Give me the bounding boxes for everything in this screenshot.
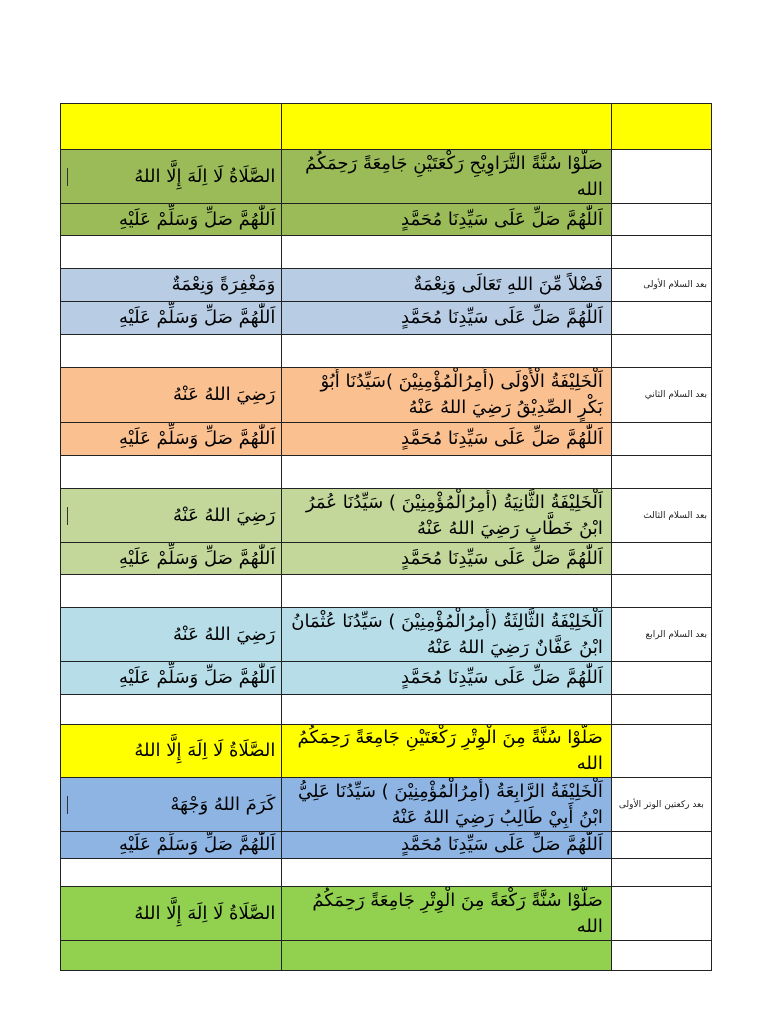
note-cell: [611, 662, 711, 695]
response-cell: [61, 941, 282, 971]
call-cell: اَللّٰهُمَّ صَلِّ عَلَى سَيِّدِنَا مُحَمَّدٍ: [282, 423, 612, 456]
table-row: [61, 887, 712, 941]
response-cell: رَضِيَ اللهُ عَنْهُ: [61, 489, 282, 543]
spacer-row: [61, 456, 712, 489]
spacer-row: [61, 335, 712, 368]
table-row: [61, 302, 712, 335]
response-cell: اَللّٰهُمَّ صَلِّ وَسَلِّمْ عَلَيْهِ: [61, 204, 282, 236]
call-cell: اَللّٰهُمَّ صَلِّ عَلَى سَيِّدِنَا مُحَمَّدٍ: [282, 204, 612, 236]
call-cell: اَلْخَلِيْفَةُ الرَّابِعَةُ (أَمِرُالْمُؤْمِنِيْنَ ) سَيِّدُنَا عَلِيُّ ابْنُ أَبِيْ طَالِبُ رَضِيَ اللهُ عَنْهُ: [282, 778, 612, 832]
note-cell: [611, 104, 711, 150]
response-cell: الصَّلَاةُ لَا اِلَهَ إِلَّا اللهُ: [61, 887, 282, 941]
call-cell: اَللّٰهُمَّ صَلِّ عَلَى سَيِّدِنَا مُحَمَّدٍ: [282, 302, 612, 335]
dhikr-table: [60, 103, 712, 971]
call-cell: [282, 104, 612, 150]
cursor-bar: [67, 796, 68, 814]
table-row: [61, 832, 712, 859]
table-row: [61, 423, 712, 456]
table-row: [61, 543, 712, 575]
response-cell: الصَّلَاةُ لَا اِلَهَ إِلَّا اللهُ: [61, 725, 282, 778]
spacer-row: [61, 575, 712, 608]
table-row: [61, 104, 712, 150]
response-cell: اَللّٰهُمَّ صَلِّ وَسَلِّمْ عَلَيْهِ: [61, 302, 282, 335]
note-cell: [611, 543, 711, 575]
call-cell: اَلْخَلِيْفَةُ الثَّانِيَةُ (أَمِرُالْمُؤْمِنِيْنَ ) سَيِّدُنَا عُمَرُ ابْنُ خَطَّابٍ رَضِيَ اللهُ عَنْهُ: [282, 489, 612, 543]
call-cell: اَللّٰهُمَّ صَلِّ عَلَى سَيِّدِنَا مُحَمَّدٍ: [282, 662, 612, 695]
call-cell: صَلُّوْا سُنَّةً مِنَ الْوِتْرِ رَكْعَتَيْنِ جَامِعَةً رَحِمَكُمُ الله: [282, 725, 612, 778]
call-cell: اَللّٰهُمَّ صَلِّ عَلَى سَيِّدِنَا مُحَمَّدٍ: [282, 832, 612, 859]
note-cell: بعد السلام الثالث: [611, 489, 711, 543]
spacer-row: [61, 695, 712, 725]
note-cell: بعد السلام الثاني: [611, 368, 711, 423]
table-row: [61, 941, 712, 971]
table-row: [61, 368, 712, 423]
note-cell: [611, 150, 711, 204]
table-row: [61, 269, 712, 302]
table-row: [61, 204, 712, 236]
note-cell: [611, 423, 711, 456]
table-row: [61, 150, 712, 204]
call-cell: اَللّٰهُمَّ صَلِّ عَلَى سَيِّدِنَا مُحَمَّدٍ: [282, 543, 612, 575]
call-cell: اَلْخَلِيْفَةُ الثَّالِثَةُ (أَمِرُالْمُؤْمِنِيْنَ ) سَيِّدُنَا عُثْمَانُ ابْنُ عَفَّانٌ رَضِيَ اللهُ عَنْهُ: [282, 608, 612, 662]
table-row: [61, 725, 712, 778]
call-cell: صَلُّوْا سُنَّةً رَكْعَةً مِنَ الْوِتْرِ جَامِعَةً رَحِمَكُمُ الله: [282, 887, 612, 941]
call-cell: صَلُّوْا سُنَّةً التَّرَاوِيْحِ رَكْعَتَيْنِ جَامِعَةً رَحِمَكُمُ الله: [282, 150, 612, 204]
note-cell: بعد السلام الأولى: [611, 269, 711, 302]
table-row: [61, 489, 712, 543]
cursor-bar: [67, 507, 68, 525]
response-cell: رَضِيَ اللهُ عَنْهُ: [61, 368, 282, 423]
response-cell: وَمَغْفِرَةً وَنِعْمَةٌ: [61, 269, 282, 302]
call-cell: [282, 941, 612, 971]
note-cell: [611, 302, 711, 335]
spacer-row: [61, 236, 712, 269]
note-cell: بعد ركعتين الوتر الأولى: [611, 778, 711, 832]
note-cell: بعد السلام الرابع: [611, 608, 711, 662]
note-cell: [611, 204, 711, 236]
note-cell: [611, 832, 711, 859]
call-cell: فَضْلاً مِّنَ اللهِ تَعَالَى وَنِعْمَةٌ: [282, 269, 612, 302]
response-cell: الصَّلَاةُ لَا اِلَهَ إِلَّا اللهُ: [61, 150, 282, 204]
call-cell: اَلْخَلِيْفَةُ الْأُوْلَى (أَمِرُالْمُؤْمِنِيْنَ )سَيِّدُنَا أَبُوْ بَكْرٍ الصِّدِيْقُ رَضِيَ اللهُ عَنْهُ: [282, 368, 612, 423]
note-cell: [611, 941, 711, 971]
response-cell: اَللّٰهُمَّ صَلِّ وَسَلِّمْ عَلَيْهِ: [61, 423, 282, 456]
note-cell: [611, 887, 711, 941]
spacer-row: [61, 859, 712, 887]
response-cell: اَللّٰهُمَّ صَلِّ وَسَلِّمْ عَلَيْهِ: [61, 543, 282, 575]
table-row: [61, 608, 712, 662]
cursor-bar: [67, 168, 68, 186]
response-cell: اَللّٰهُمَّ صَلِّ وَسَلِّمْ عَلَيْهِ: [61, 662, 282, 695]
response-cell: رَضِيَ اللهُ عَنْهُ: [61, 608, 282, 662]
response-cell: [61, 104, 282, 150]
note-cell: [611, 725, 711, 778]
response-cell: اَللّٰهُمَّ صَلِّ وَسَلِّمْ عَلَيْهِ: [61, 832, 282, 859]
table-row: [61, 662, 712, 695]
response-cell: كَرَمَ اللهُ وَجْهَهْ: [61, 778, 282, 832]
table-row: [61, 778, 712, 832]
